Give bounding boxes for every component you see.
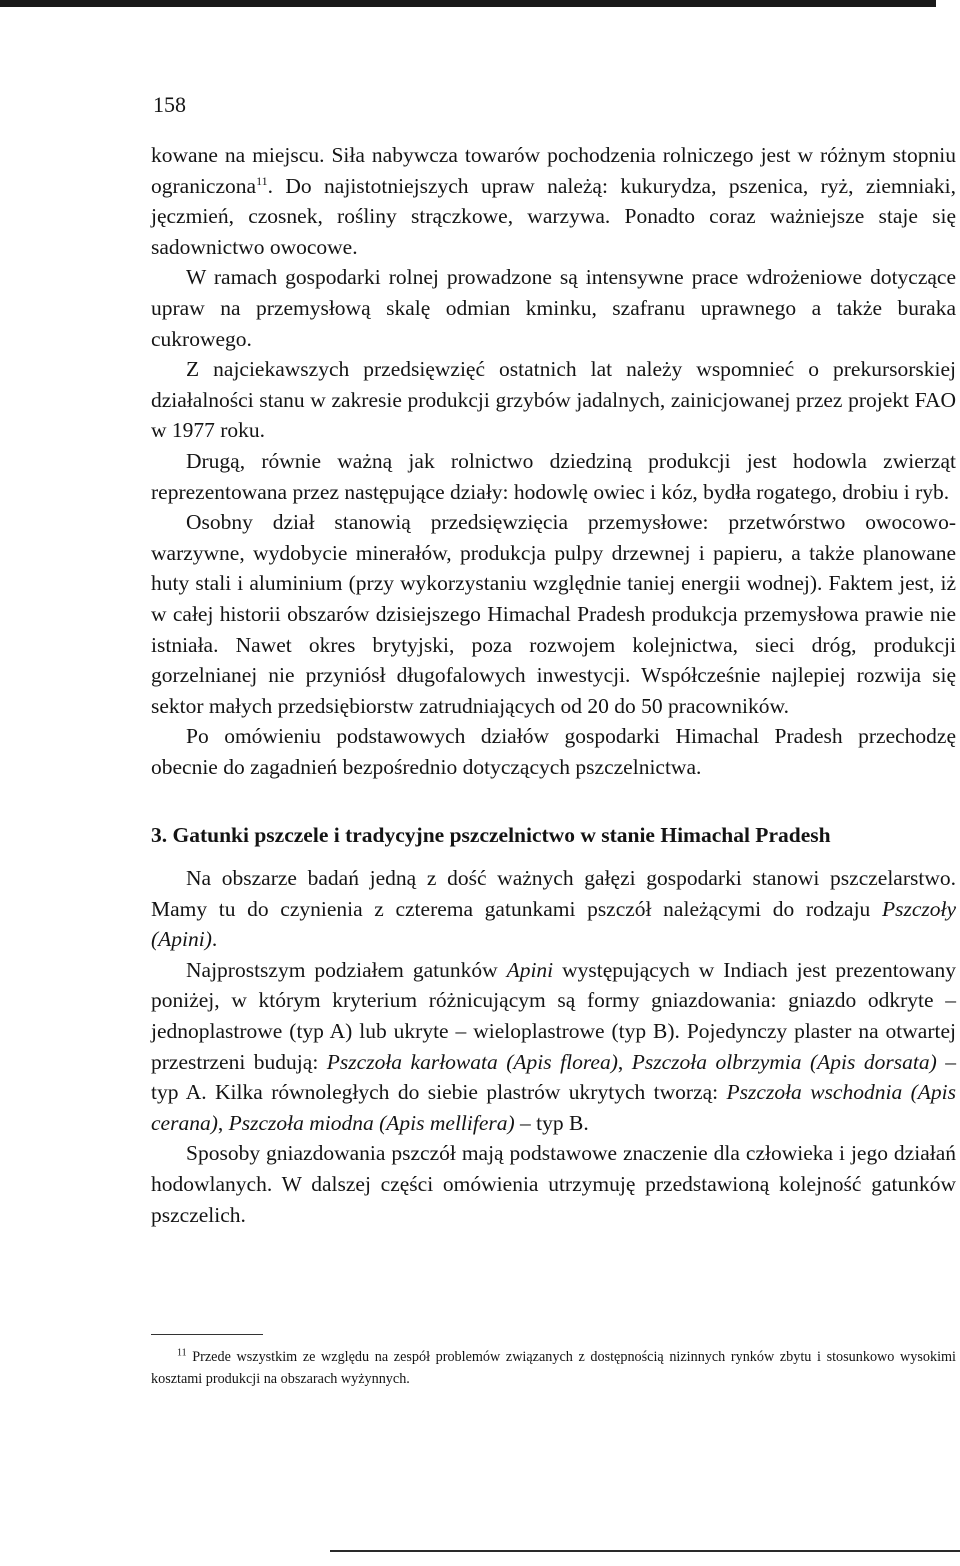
section-paragraph-1 xyxy=(151,863,956,955)
species-apis-dorsata: Pszczoła olbrzymia (Apis dorsata) xyxy=(631,1049,937,1074)
top-scan-border xyxy=(0,0,936,7)
footnote-text: Przede wszystkim ze względu na zespół problemów związanych z dostępnością nizinnych rynków zbytu i stosunkowo wysokimi kosztami produkcji na obszarach wyżynnych. xyxy=(151,1349,956,1387)
paragraph-6: Po omówieniu podstawowych działów gospodarki Himachal Pradesh przechodzę obecnie do zagadnień bezpośrednio dotyczących pszczelnictwa. xyxy=(151,724,956,779)
section-paragraph-2-text-f: – typ B. xyxy=(514,1110,589,1135)
section-paragraph-2-text-a: Najprostszym podziałem gatunków xyxy=(186,957,507,982)
body-text xyxy=(151,140,956,782)
species-apis-cerana: Pszczoła wschodnia (Apis cerana) xyxy=(151,1080,956,1135)
section-text xyxy=(151,863,956,1230)
section-paragraph-2-text-d: – typ A. Kilka równoległych do siebie plastrów ukrytych tworzą: xyxy=(151,1049,957,1105)
paragraph-1-text-a: kowane na miejscu. Siła nabywcza towarów pochodzenia rolniczego jest w różnym stopniu ograniczona xyxy=(151,143,956,198)
section-paragraph-2-text-c: , xyxy=(617,1049,632,1074)
paragraph-4: Drugą, równie ważną jak rolnictwo dziedziną produkcji jest hodowla zwierząt reprezentowana przez następujące działy: hodowlę owiec i kóz, bydła rogatego, drobiu i ryb. xyxy=(151,448,956,504)
section-paragraph-2-text-b: występujących w Indiach jest prezentowany poniżej, w którym kryterium różnicującym są formy gniazdowania: gniazdo odkryte – jednoplastrowe (typ A) lub ukryte – wieloplastrowe (typ B). Pojedynczy plaster na otwartej przestrzeni budują: xyxy=(151,957,956,1074)
paragraph-3: Z najciekawszych przedsięwzięć ostatnich lat należy wspomnieć o prekursorskiej działalności stanu w zakresie produkcji grzybów jadalnych, zainicjowanej przez projekt FAO w 1977 roku. xyxy=(151,357,956,443)
genus-name: Pszczoły (Apini) xyxy=(151,896,956,952)
footnote xyxy=(151,1346,956,1390)
paragraph-1-text-b: . Do najistotniejszych upraw należą: kukurydza, pszenica, ryż, ziemniaki, jęczmień, czosnek, rośliny strączkowe, warzywa. Ponadto coraz ważniejsze staje się sadownictwo owocowe. xyxy=(151,173,956,259)
paragraph-1 xyxy=(151,140,956,262)
section-paragraph-1-text-a: Na obszarze badań jedną z dość ważnych gałęzi gospodarki stanowi pszczelarstwo. Mamy tu do czynienia z czterema gatunkami pszczół należącymi do rodzaju xyxy=(151,866,956,921)
bottom-scan-border xyxy=(330,1550,960,1552)
footnote-mark: 11 xyxy=(177,1347,187,1359)
footnote-reference[interactable]: 11 xyxy=(256,173,268,188)
section-paragraph-2 xyxy=(151,955,956,1139)
section-paragraph-1-text-b: . xyxy=(211,927,218,952)
species-apis-florea: Pszczoła karłowata (Apis florea) xyxy=(326,1049,618,1074)
paragraph-5: Osobny dział stanowią przedsięwzięcia przemysłowe: przetwórstwo owocowo-warzywne, wydobycie minerałów, produkcja pulpy drzewnej i papieru, a także planowane huty stali i aluminium (przy wykorzystaniu względnie taniej energii wodnej). Faktem jest, iż w całej historii obszarów dzisiejszego Himachal Pradesh produkcja przemysłowa prawie nie istniała. Nawet okres brytyjski, poza rozwojem kolejnictwa, sieci dróg, produkcji gorzelnianej nie przyniósł długofalowych inwestycji. Współcześnie najlepiej rozwija się sektor małych przedsiębiorstw zatrudniających od 20 do 50 pracowników. xyxy=(151,510,956,718)
species-apis-mellifera: Pszczoła miodna (Apis mellifera) xyxy=(228,1110,515,1135)
section-paragraph-3: Sposoby gniazdowania pszczół mają podstawowe znaczenie dla człowieka i jego działań hodowlanych. W dalszej części omówienia utrzymuję przedstawioną kolejność gatunków pszczelich. xyxy=(151,1141,956,1227)
tribe-name: Apini xyxy=(506,957,554,982)
section-paragraph-2-text-e: , xyxy=(217,1110,229,1135)
page-number: 158 xyxy=(153,92,186,117)
footnote-divider xyxy=(151,1334,263,1335)
paragraph-2: W ramach gospodarki rolnej prowadzone są intensywne prace wdrożeniowe dotyczące upraw na przemysłową skalę odmian kminku, szafranu uprawnego a także buraka cukrowego. xyxy=(151,265,956,351)
section-heading: 3. Gatunki pszczele i tradycyjne pszczelnictwo w stanie Himachal Pradesh xyxy=(151,823,831,847)
